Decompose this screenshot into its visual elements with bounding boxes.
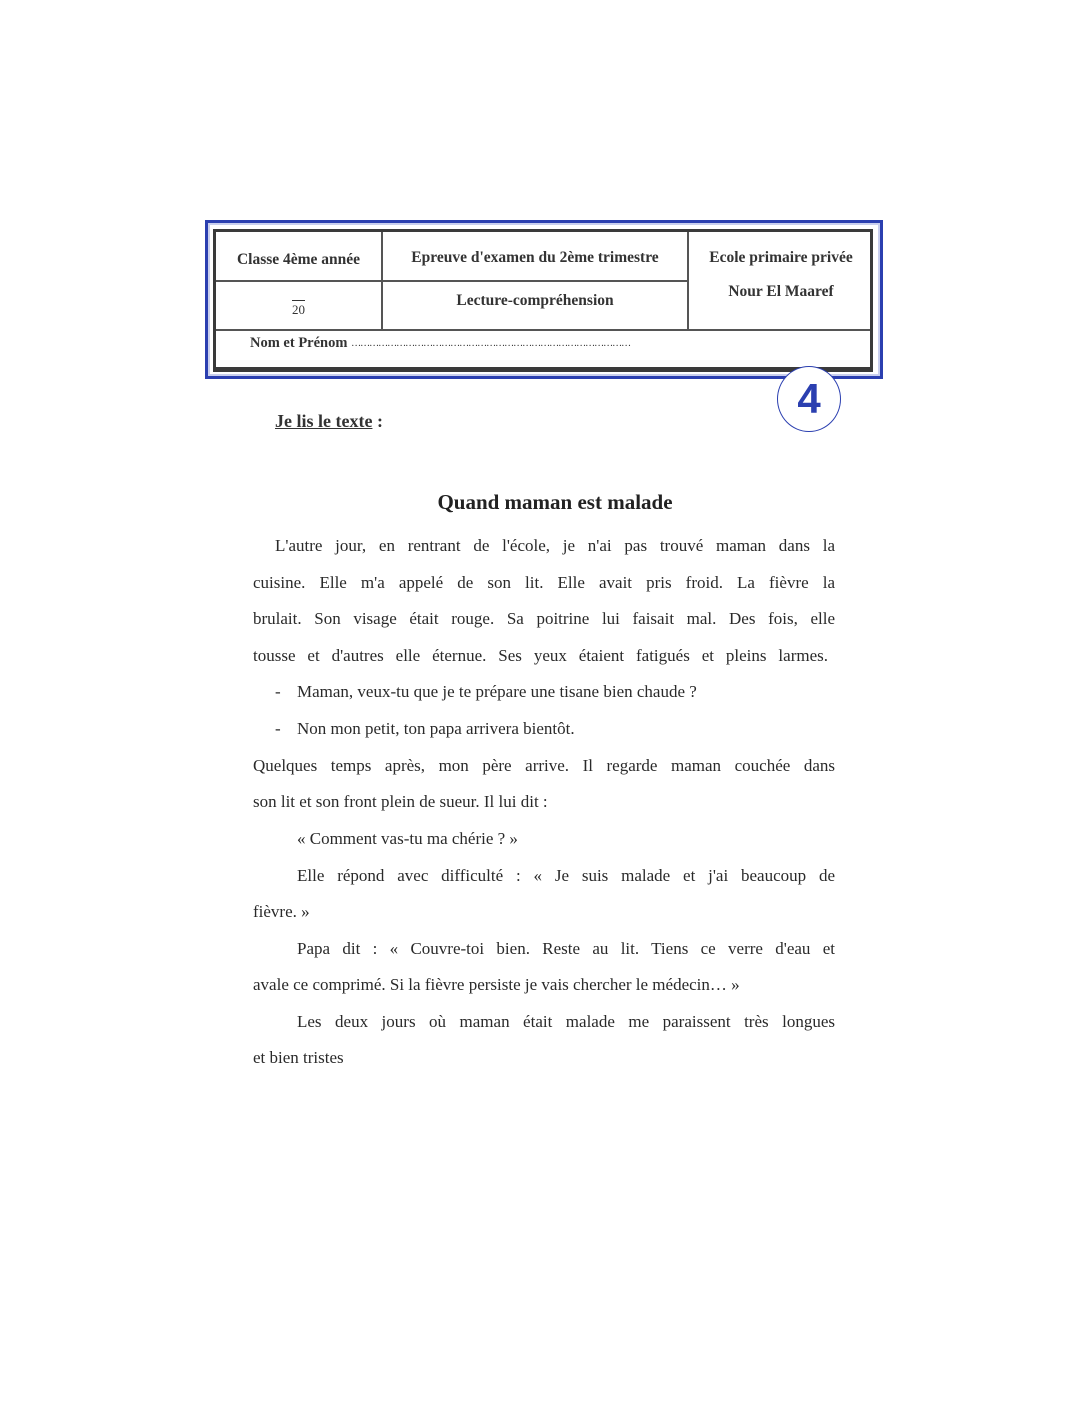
text-line: tousse et d'autres elle éternue. Ses yeux étaient fatigués et pleins larmes. (253, 646, 828, 665)
section-label: Je lis le texte (275, 411, 373, 431)
school-name-line2: Nour El Maaref (728, 283, 834, 300)
section-heading (275, 411, 383, 432)
dash: - (275, 682, 281, 701)
section-colon: : (372, 411, 383, 431)
text-line: Maman, veux-tu que je te prépare une tisane bien chaude ? (297, 682, 697, 701)
score-denominator: 20 (292, 302, 305, 317)
exam-label: Epreuve d'examen du 2ème trimestre (411, 249, 659, 266)
text-line: Quelques temps après, mon père arrive. Il regarde maman couchée dans (253, 756, 835, 775)
text-line: avale ce comprimé. Si la fièvre persiste je vais chercher le médecin… » (253, 975, 740, 994)
text-line: son lit et son front plein de sueur. Il lui dit : (253, 792, 548, 811)
text-line: brulait. Son visage était rouge. Sa poitrine lui faisait mal. Des fois, elle (253, 609, 835, 628)
text-line: fièvre. » (253, 902, 310, 921)
text-line: Elle répond avec difficulté : « Je suis malade et j'ai beaucoup de (297, 866, 835, 885)
text-line: Les deux jours où maman était malade me paraissent très longues (297, 1012, 835, 1031)
name-dots: ………………………………………………………………………………… (351, 337, 631, 349)
divider (216, 329, 870, 331)
school-name-line1: Ecole primaire privée (709, 249, 853, 266)
name-field[interactable] (250, 332, 630, 354)
text-line: Papa dit : « Couvre-toi bien. Reste au lit. Tiens ce verre d'eau et (297, 939, 835, 958)
text-line: « Comment vas-tu ma chérie ? » (297, 829, 518, 848)
class-label: Classe 4ème année (236, 251, 361, 268)
text-line: cuisine. Elle m'a appelé de son lit. Elle avait pris froid. La fièvre la (253, 573, 835, 592)
score-field[interactable] (216, 294, 381, 324)
page-number-badge: 4 (777, 366, 841, 432)
text-line: et bien tristes (253, 1048, 344, 1067)
text-title: Quand maman est malade (437, 490, 673, 514)
name-label: Nom et Prénom (250, 334, 348, 351)
text-line: Non mon petit, ton papa arrivera bientôt. (297, 719, 575, 738)
dash: - (275, 719, 281, 738)
subject-label: Lecture-compréhension (456, 292, 614, 309)
text-line: L'autre jour, en rentrant de l'école, je n'ai pas trouvé maman dans la (275, 536, 835, 555)
